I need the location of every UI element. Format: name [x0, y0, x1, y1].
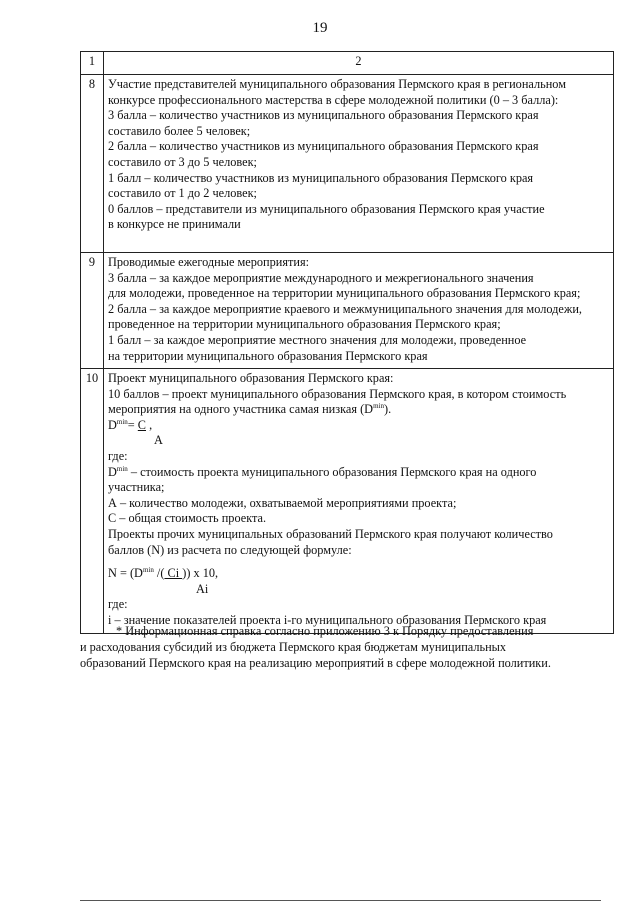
- text-line: 3 балла – за каждое мероприятие международного и межрегионального значения: [108, 270, 534, 285]
- text-line: Проекты прочих муниципальных образований Пермского края получают количество: [108, 527, 553, 542]
- footnote-line: образований Пермского края на реализацию мероприятий в сфере молодежной политики.: [80, 655, 551, 670]
- text-line: проведенное на территории муниципального образования Пермского края;: [108, 317, 501, 332]
- text-line: Проводимые ежегодные мероприятия:: [108, 254, 310, 269]
- row-number: 8: [81, 75, 104, 253]
- table-row: [81, 369, 614, 634]
- row-number: 9: [81, 252, 104, 368]
- text-line: А – количество молодежи, охватываемой мероприятиями проекта;: [108, 495, 457, 510]
- text-line: составило от 3 до 5 человек;: [108, 154, 257, 169]
- text-line: Проект муниципального образования Пермского края:: [108, 371, 394, 386]
- text-line: 2 балла – количество участников из муниципального образования Пермского края: [108, 139, 539, 154]
- text-line: 10 баллов – проект муниципального образования Пермского края, в котором стоимость: [108, 386, 567, 401]
- text-line: 1 балл – количество участников из муниципального образования Пермского края: [108, 170, 534, 185]
- row-content: [104, 252, 614, 368]
- text-line: в конкурсе не принимали: [108, 217, 241, 232]
- text-line: где:: [108, 597, 128, 612]
- text-line: 0 баллов – представители из муниципального образования Пермского края участие: [108, 201, 545, 216]
- table-header-row: [81, 52, 614, 75]
- text-line: для молодежи, проведенное на территории муниципального образования Пермского края;: [108, 286, 581, 301]
- text-line: С – общая стоимость проекта.: [108, 511, 267, 526]
- text-line: i – значение показателей проекта i-го муниципального образования Пермского края: [108, 613, 547, 627]
- formula-dmin: $D^{min}= C$ ,: [108, 417, 153, 432]
- table-row: [81, 252, 614, 368]
- criteria-table: [80, 51, 614, 634]
- footnote-line: * Информационная справка согласно приложению 3 к Порядку предоставления: [116, 624, 534, 638]
- header-col-1: 1: [81, 52, 104, 75]
- text-line: Участие представителей муниципального образования Пермского края в региональном: [108, 77, 566, 91]
- formula-denominator: Ai: [196, 581, 209, 596]
- row-number: 10: [81, 369, 104, 634]
- text-line: 1 балл – за каждое мероприятие местного значения для молодежи, проведенное: [108, 332, 527, 347]
- row-content: [104, 75, 614, 253]
- text-line: 3 балла – количество участников из муниципального образования Пермского края: [108, 108, 539, 123]
- bottom-rule: [80, 900, 601, 901]
- text-line: конкурсе профессионального мастерства в сфере молодежной политики (0 – 3 балла):: [108, 92, 559, 107]
- row-content: [104, 369, 614, 634]
- formula-denominator: A: [154, 433, 163, 448]
- page-number: 19: [312, 20, 328, 36]
- text-line: участника;: [108, 480, 165, 495]
- footnote-line: и расходования субсидий из бюджета Пермского края бюджетам муниципальных: [80, 639, 507, 654]
- text-line: мероприятия на одного участника самая низкая $(D^{min})$.: [108, 402, 392, 417]
- footnote: [80, 624, 601, 671]
- text-line: составило более 5 человек;: [108, 123, 251, 138]
- formula-n: $N = (D^{min}$ /( Ci )) x 10,: [108, 566, 219, 581]
- text-line: составило от 1 до 2 человек;: [108, 186, 257, 201]
- text-line: $D^{min}$ – стоимость проекта муниципального образования Пермского края на одного: [108, 464, 537, 479]
- text-line: 2 балла – за каждое мероприятие краевого и межмуниципального значения для молодежи,: [108, 301, 582, 316]
- header-col-2: 2: [104, 52, 614, 75]
- text-line: на территории муниципального образования Пермского края: [108, 348, 428, 363]
- table-row: [81, 75, 614, 253]
- text-line: баллов (N) из расчета по следующей формуле:: [108, 542, 352, 557]
- text-line: где:: [108, 449, 128, 464]
